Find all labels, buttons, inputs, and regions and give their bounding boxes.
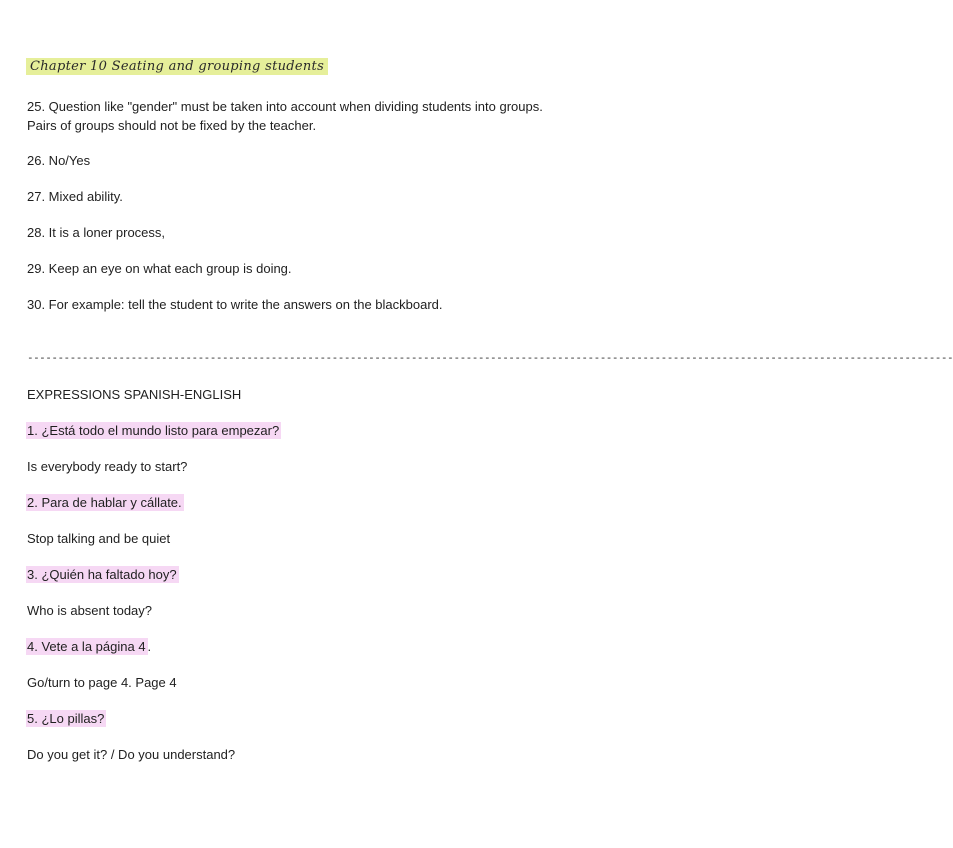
answer-29: 29. Keep an eye on what each group is doing. (27, 261, 292, 276)
expression-4-spanish (27, 637, 151, 656)
expression-1-english: Is everybody ready to start? (27, 459, 188, 474)
expression-3-spanish (27, 565, 179, 584)
expression-3-english: Who is absent today? (27, 603, 153, 618)
expression-highlight: 2. Para de hablar y cállate. (27, 495, 182, 510)
answer-26: 26. No/Yes (27, 153, 91, 168)
expression-4-period: . (147, 639, 152, 654)
expressions-heading: EXPRESSIONS SPANISH-ENGLISH (27, 387, 242, 402)
answer-25: 25. Question like "gender" must be taken into account when dividing students into groups. Pairs of groups should not be fixed by the teacher. (27, 99, 543, 133)
section-divider: -------------------------------------------------------------------------------------------------------------------------------------------------------- (27, 351, 953, 364)
answer-30: 30. For example: tell the student to write the answers on the blackboard. (27, 297, 443, 312)
expression-highlight: 1. ¿Está todo el mundo listo para empezar? (27, 423, 280, 438)
expression-5-english: Do you get it? / Do you understand? (27, 747, 236, 762)
expression-highlight: 4. Vete a la página 4 (27, 639, 146, 654)
answer-27: 27. Mixed ability. (27, 189, 123, 204)
answer-28: 28. It is a loner process, (27, 225, 166, 240)
expression-2-english: Stop talking and be quiet (27, 531, 171, 546)
expression-highlight: 3. ¿Quién ha faltado hoy? (27, 567, 177, 582)
expression-highlight: 5. ¿Lo pillas? (27, 711, 105, 726)
chapter-title: Chapter 10 Seating and grouping students (26, 58, 328, 75)
expression-4-english: Go/turn to page 4. Page 4 (27, 675, 177, 690)
expression-2-spanish (27, 493, 184, 512)
expression-5-spanish (27, 709, 106, 728)
expression-1-spanish (27, 421, 281, 440)
